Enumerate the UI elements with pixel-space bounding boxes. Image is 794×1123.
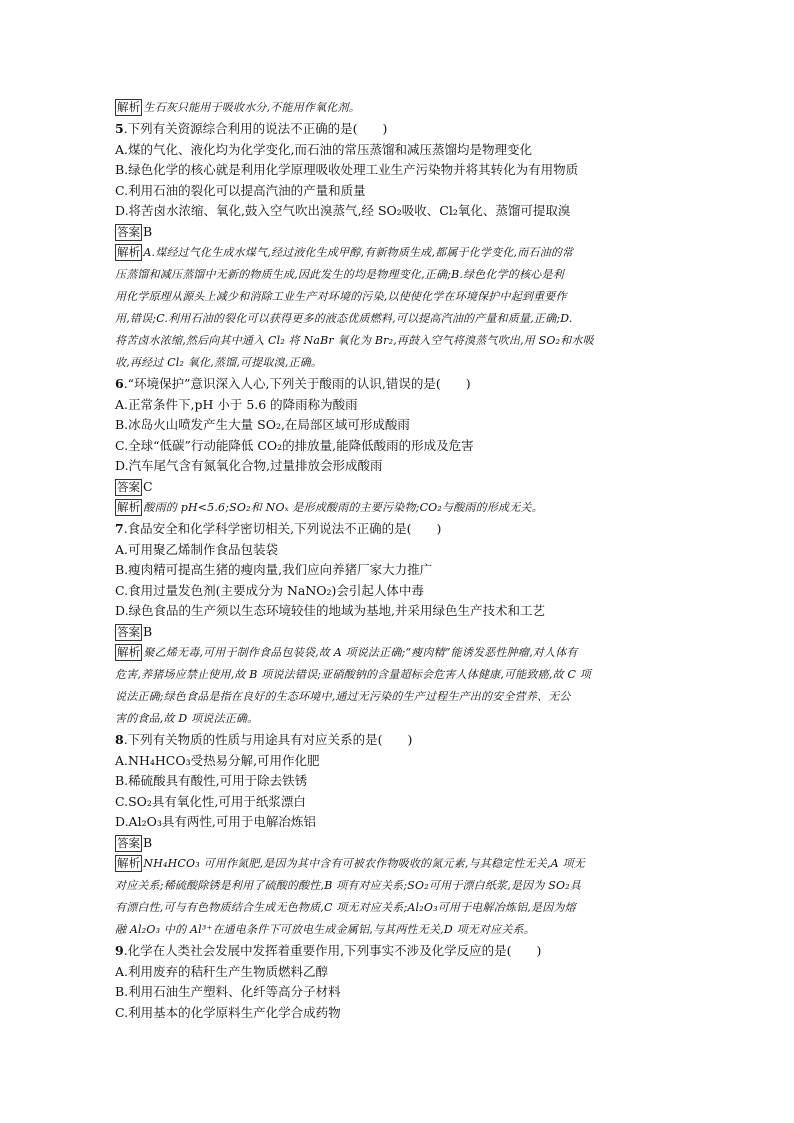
analysis-block: 解析 酸雨的 pH<5.6;SO₂和 NOₓ 是形成酸雨的主要污染物;CO₂与酸雨的形成无关。	[117, 500, 543, 514]
question-8	[115, 730, 685, 941]
top-analysis	[115, 97, 685, 119]
option-d: D.将苦卤水浓缩、氧化,鼓入空气吹出溴蒸气,经 SO₂吸收、Cl₂氧化、蒸馏可提取溴	[115, 203, 571, 218]
option-b: B.冰岛火山喷发产生大量 SO₂,在局部区域可形成酸雨	[115, 417, 410, 432]
option-a: A.正常条件下,pH 小于 5.6 的降雨称为酸雨	[115, 396, 358, 412]
analysis-tag: 解析	[117, 100, 141, 114]
option-b: B.瘦肉精可提高生猪的瘦肉量,我们应向养猪厂家大力推广	[115, 562, 433, 577]
question-9	[115, 941, 685, 1023]
answer-line	[115, 222, 685, 243]
analysis-block: 解析 聚乙烯无毒,可用于制作食品包装袋,故 A 项说法正确;“瘦肉精”能诱发恶性肿瘤,对人体有 危害,养猪场应禁止使用,故 B 项说法错误;亚硝酸钠的含量超标会危害人体健康,可能致癌,故 C 项 说法正确;绿色食品是指在良好的生态环境中,通过无污染的生产过程生产出的安全营养、无公 害的食品,故 D 项说法正确。	[115, 645, 591, 725]
answer-value: B	[143, 223, 153, 239]
answer-line	[115, 477, 685, 498]
question-stem: 6.“环境保护”意识深入人心,下列关于酸雨的认识,错误的是( )	[115, 376, 471, 391]
answer-value: C	[143, 478, 153, 494]
option-d: D.Al₂O₃具有两性,可用于电解冶炼铝	[115, 814, 316, 829]
option-c: C.全球“低碳”行动能降低 CO₂的排放量,能降低酸雨的形成及危害	[115, 437, 474, 453]
option-b: B.绿色化学的核心就是利用化学原理吸收处理工业生产污染物并将其转化为有用物质	[115, 162, 579, 177]
analysis-block: 解析 A.煤经过气化生成水煤气,经过液化生成甲醇,有新物质生成,都属于化学变化,而石油的常 压蒸馏和减压蒸馏中无新的物质生成,因此发生的均是物理变化,正确;B.绿色化学的核心是利 用化学原理从源头上减少和消除工业生产对环境的污染,以使使化学在环境保护中起到重要作 用,错误;C.利用石油的裂化可以获得更多的液态优质燃料,可以提高汽油的产量和质量,正确;D. 将苦卤水浓缩,然后向其中通入 Cl₂ 将 NaBr 氧化为 Br₂,再鼓入空气将溴蒸气吹出,用 SO₂和水吸 收,再经过 Cl₂ 氧化,蒸馏,可提取溴,正确。	[115, 245, 594, 369]
answer-value: B	[143, 623, 153, 639]
option-c: C.利用基本的化学原料生产化学合成药物	[115, 1004, 341, 1020]
answer-line	[115, 622, 685, 643]
analysis-tag: 解析	[117, 500, 141, 514]
question-stem: 8.下列有关物质的性质与用途具有对应关系的是( )	[115, 732, 413, 747]
answer-tag: 答案	[117, 835, 140, 850]
answer-tag: 答案	[117, 624, 140, 639]
analysis-tag: 解析	[117, 645, 141, 659]
option-a: A.NH₄HCO₃受热易分解,可用作化肥	[115, 752, 320, 768]
analysis-block: 解析 NH₄HCO₃ 可用作氮肥,是因为其中含有可被农作物吸收的氮元素,与其稳定性无关,A 项无 对应关系;稀硫酸除锈是利用了硫酸的酸性,B 项有对应关系;SO₂可用于漂白纸浆,是因为 SO₂具 有漂白性,可与有色物质结合生成无色物质,C 项无对应关系;Al₂O₃可用于电解冶炼铝,是因为熔 融 Al₂O₃ 中的 Al³⁺在通电条件下可放电生成金属铝,与其两性无关,D 项无对应关系。	[115, 856, 585, 936]
analysis-text: 生石灰只能用于吸收水分,不能用作氧化剂。	[143, 101, 360, 114]
option-a: A.煤的气化、液化均为化学变化,而石油的常压蒸馏和减压蒸馏均是物理变化	[115, 141, 532, 157]
question-stem: 5.下列有关资源综合利用的说法不正确的是( )	[115, 121, 388, 136]
question-stem: 9.化学在人类社会发展中发挥着重要作用,下列事实不涉及化学反应的是( )	[115, 943, 542, 958]
question-stem: 7.食品安全和化学科学密切相关,下列说法不正确的是( )	[115, 521, 442, 536]
analysis-tag: 解析	[117, 856, 141, 870]
question-6	[115, 374, 685, 519]
option-b: B.利用石油生产塑料、化纤等高分子材料	[115, 984, 341, 999]
option-d: D.汽车尾气含有氮氧化合物,过量排放会形成酸雨	[115, 458, 383, 473]
question-7	[115, 519, 685, 730]
analysis-tag: 解析	[117, 245, 141, 259]
answer-line	[115, 833, 685, 854]
option-a: A.利用废弃的秸秆生产生物质燃料乙醇	[115, 963, 329, 979]
answer-tag: 答案	[117, 479, 140, 494]
option-a: A.可用聚乙烯制作食品包装袋	[115, 541, 279, 557]
question-5	[115, 119, 685, 374]
question-content	[115, 97, 685, 1023]
answer-tag: 答案	[117, 224, 140, 239]
option-c: C.食用过量发色剂(主要成分为 NaNO₂)会引起人体中毒	[115, 582, 424, 598]
option-c: C.利用石油的裂化可以提高汽油的产量和质量	[115, 182, 366, 198]
answer-value: B	[143, 834, 153, 850]
option-d: D.绿色食品的生产须以生态环境较佳的地域为基地,并采用绿色生产技术和工艺	[115, 603, 546, 618]
option-c: C.SO₂具有氧化性,可用于纸浆漂白	[115, 793, 306, 809]
option-b: B.稀硫酸具有酸性,可用于除去铁锈	[115, 773, 308, 788]
